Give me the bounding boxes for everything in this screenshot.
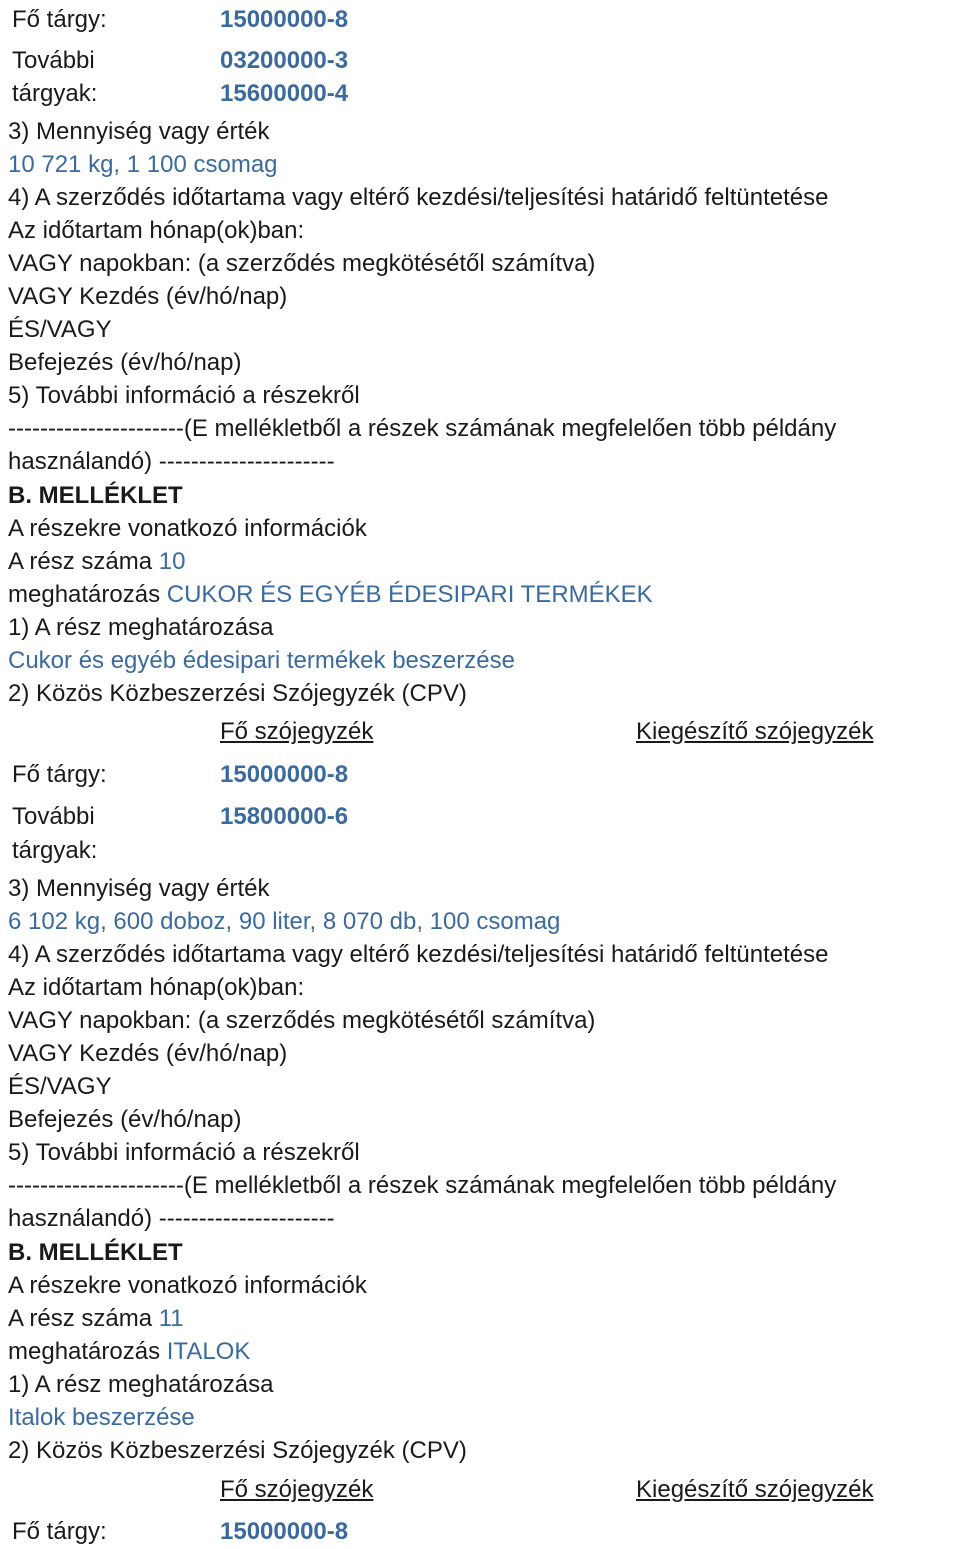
definition-line <box>8 583 653 607</box>
main-vocab-header: Fő szójegyzék <box>220 1476 374 1503</box>
end-label: Befejezés (év/hó/nap) <box>8 1106 242 1133</box>
part-number-label: A rész száma <box>8 1305 153 1332</box>
months-label: Az időtartam hónap(ok)ban: <box>8 217 305 244</box>
quantity-value: 6 102 kg, 600 doboz, 90 liter, 8 070 db, 100 csomag <box>8 908 561 935</box>
definition-label: meghatározás <box>8 581 161 608</box>
quantity-heading: 3) Mennyiség vagy érték <box>8 118 270 145</box>
parts-info-label: A részekre vonatkozó információk <box>8 515 367 542</box>
separator-note: ----------------------(E mellékletből a részek számának megfelelően több példány <box>8 415 837 442</box>
more-info-heading: 5) További információ a részekről <box>8 382 360 409</box>
part-number-label: A rész száma <box>8 548 153 575</box>
part-description: Cukor és egyéb édesipari termékek beszerzése <box>8 647 515 674</box>
duration-heading: 4) A szerződés időtartama vagy eltérő kezdési/teljesítési határidő feltüntetése <box>8 184 829 211</box>
main-subject-label: Fő tárgy: <box>12 761 107 788</box>
more-info-heading: 5) További információ a részekről <box>8 1139 360 1166</box>
separator-note-2: használandó) ---------------------- <box>8 1205 335 1232</box>
additional-subjects-label: További <box>12 803 95 830</box>
main-subject-label: Fő tárgy: <box>12 6 107 33</box>
days-label: VAGY napokban: (a szerződés megkötésétől számítva) <box>8 250 596 277</box>
part-description: Italok beszerzése <box>8 1404 195 1431</box>
supp-vocab-header: Kiegészítő szójegyzék <box>636 1476 874 1503</box>
annex-heading: B. MELLÉKLET <box>8 482 183 509</box>
main-cpv-code: 15000000-8 <box>220 6 349 33</box>
part-number-line <box>8 550 185 574</box>
definition-value: ITALOK <box>166 1338 251 1365</box>
definition-line <box>8 1340 250 1364</box>
start-label: VAGY Kezdés (év/hó/nap) <box>8 1040 288 1067</box>
duration-heading: 4) A szerződés időtartama vagy eltérő kezdési/teljesítési határidő feltüntetése <box>8 941 829 968</box>
additional-subjects-label-2: tárgyak: <box>12 837 98 864</box>
quantity-value: 10 721 kg, 1 100 csomag <box>8 151 278 178</box>
main-cpv-code: 15000000-8 <box>220 761 349 788</box>
part-number-value: 10 <box>158 548 186 575</box>
end-label: Befejezés (év/hó/nap) <box>8 349 242 376</box>
additional-cpv-code: 03200000-3 <box>220 47 349 74</box>
days-label: VAGY napokban: (a szerződés megkötésétől számítva) <box>8 1007 596 1034</box>
main-subject-label: Fő tárgy: <box>12 1518 107 1545</box>
definition-value: CUKOR ÉS EGYÉB ÉDESIPARI TERMÉKEK <box>166 581 653 608</box>
separator-note-2: használandó) ---------------------- <box>8 448 335 475</box>
definition-label: meghatározás <box>8 1338 161 1365</box>
annex-heading: B. MELLÉKLET <box>8 1239 183 1266</box>
part-number-line <box>8 1307 184 1331</box>
part-definition-heading: 1) A rész meghatározása <box>8 1371 274 1398</box>
main-cpv-code: 15000000-8 <box>220 1518 349 1545</box>
parts-info-label: A részekre vonatkozó információk <box>8 1272 367 1299</box>
cpv-heading: 2) Közös Közbeszerzési Szójegyzék (CPV) <box>8 1437 467 1464</box>
months-label: Az időtartam hónap(ok)ban: <box>8 974 305 1001</box>
supp-vocab-header: Kiegészítő szójegyzék <box>636 718 874 745</box>
andor-label: ÉS/VAGY <box>8 316 112 343</box>
additional-subjects-label: További <box>12 47 95 74</box>
additional-cpv-code: 15800000-6 <box>220 803 349 830</box>
cpv-heading: 2) Közös Közbeszerzési Szójegyzék (CPV) <box>8 680 467 707</box>
part-number-value: 11 <box>158 1305 184 1332</box>
main-vocab-header: Fő szójegyzék <box>220 718 374 745</box>
additional-cpv-code: 15600000-4 <box>220 80 349 107</box>
separator-note: ----------------------(E mellékletből a részek számának megfelelően több példány <box>8 1172 837 1199</box>
part-definition-heading: 1) A rész meghatározása <box>8 614 274 641</box>
start-label: VAGY Kezdés (év/hó/nap) <box>8 283 288 310</box>
quantity-heading: 3) Mennyiség vagy érték <box>8 875 270 902</box>
additional-subjects-label-2: tárgyak: <box>12 80 98 107</box>
andor-label: ÉS/VAGY <box>8 1073 112 1100</box>
